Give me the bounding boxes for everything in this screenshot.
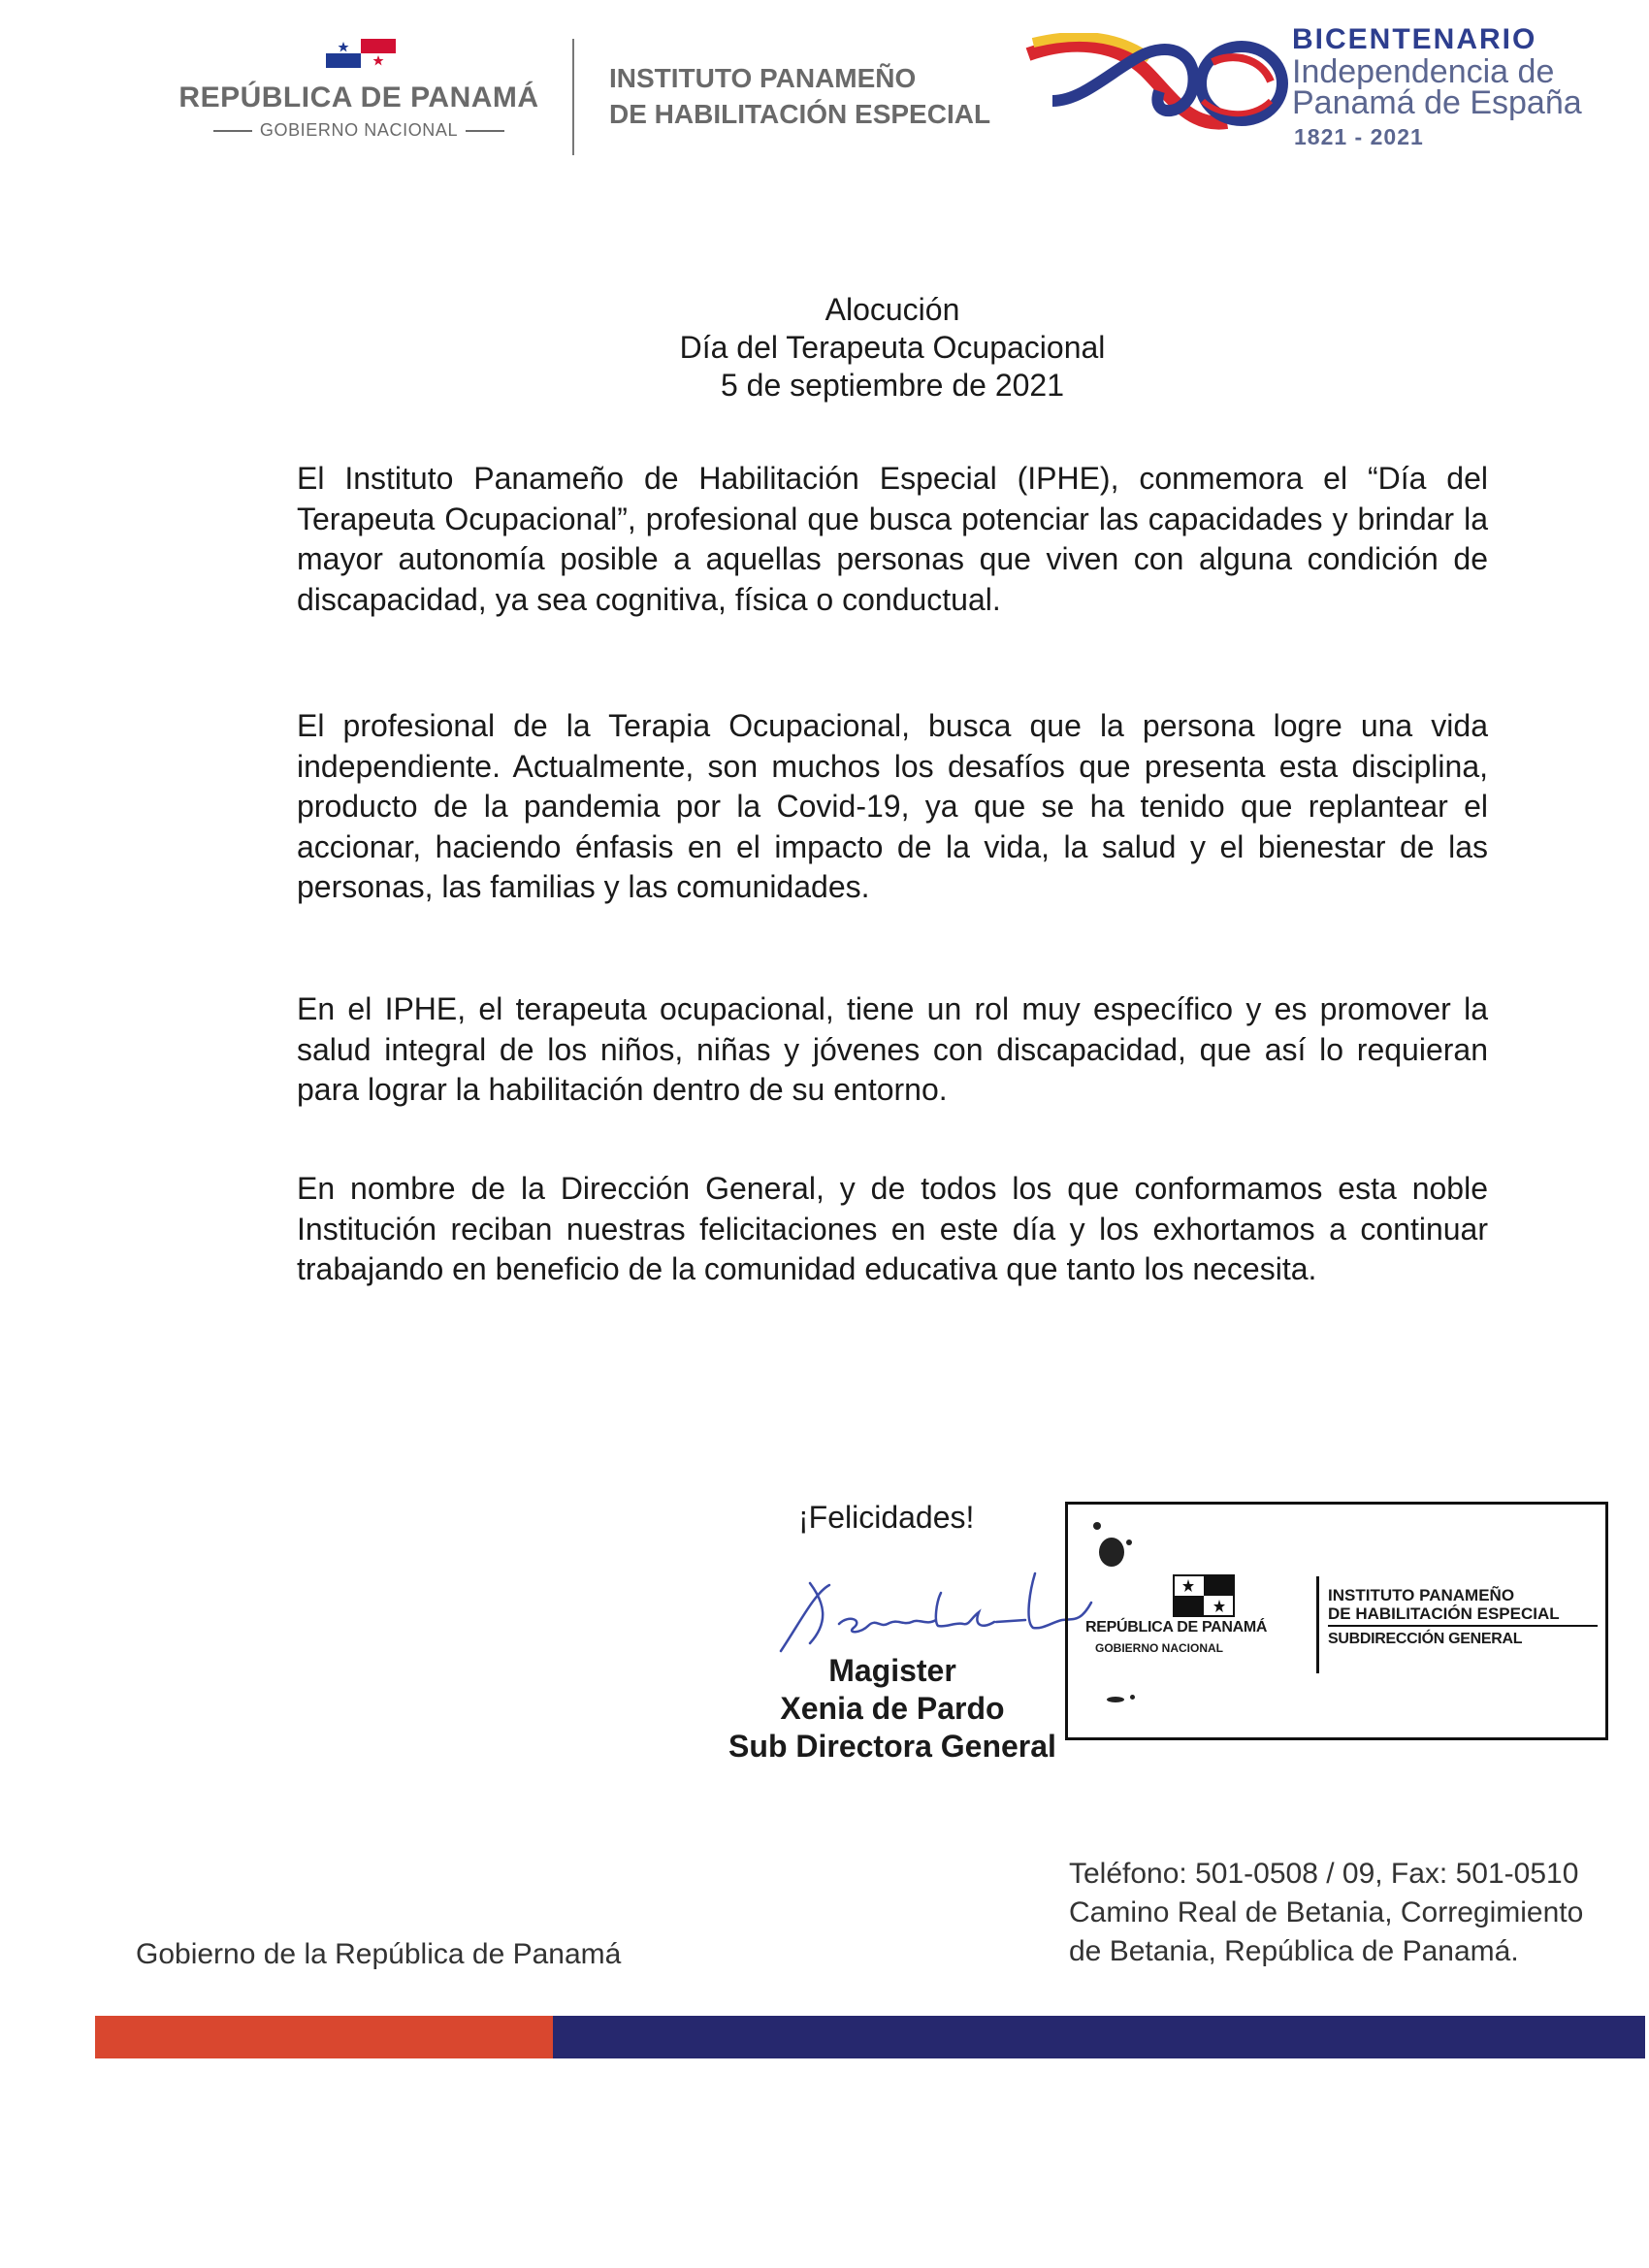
panama-flag-icon xyxy=(326,39,396,68)
footer-address-1: Camino Real de Betania, Corregimiento xyxy=(1069,1896,1584,1928)
title-line-2: Día del Terapeuta Ocupacional xyxy=(679,330,1106,365)
stamp-divider xyxy=(1316,1576,1319,1673)
bicentenario-line-1: Independencia de xyxy=(1292,53,1555,90)
signatory-title: Magister xyxy=(828,1653,956,1688)
stamp-department: SUBDIRECCIÓN GENERAL xyxy=(1328,1631,1523,1647)
footer-government: Gobierno de la República de Panamá xyxy=(136,1938,622,1970)
header-divider xyxy=(572,39,574,155)
title-line-3: 5 de septiembre de 2021 xyxy=(720,368,1065,403)
closing-greeting: ¡Felicidades! xyxy=(798,1500,975,1535)
footer-bar-red xyxy=(95,2016,553,2058)
paragraph-1: El Instituto Panameño de Habilitación Especial (IPHE), conmemora el “Día del Terapeuta Ocupacional”, profesional que busca potenciar las capacidades y brindar la mayor autonomía posible a aquellas personas que viven con alguna condición de discapacidad, ya sea cognitiva, física o conductual. xyxy=(297,461,1488,617)
bicentenario-logo xyxy=(1023,33,1290,142)
bicentenario-years: 1821 - 2021 xyxy=(1294,124,1424,149)
signature-block xyxy=(679,1652,1106,1766)
title-line-1: Alocución xyxy=(824,292,960,327)
footer-phone: Teléfono: 501-0508 / 09, Fax: 501-0510 xyxy=(1069,1858,1579,1890)
institute-name: INSTITUTO PANAMEÑO DE HABILITACIÓN ESPECIAL xyxy=(609,63,991,129)
stamp-government: REPÚBLICA DE PANAMÁ xyxy=(1085,1619,1268,1636)
stamp-flag-icon xyxy=(1173,1574,1235,1617)
paragraph-2: El profesional de la Terapia Ocupacional, busca que la persona logre una vida independiente. Actualmente, son muchos los desafíos que presenta esta disciplina, producto de la pandemia por la Covid-19, ya que se ha tenido que replantear el accionar, haciendo énfasis en el impacto de la vida, la salud y el bienestar de las personas, las familias y las comunidades. xyxy=(297,708,1488,904)
footer-bar-blue xyxy=(553,2016,1645,2058)
paragraph-3: En el IPHE, el terapeuta ocupacional, tiene un rol muy específico y es promover la salud integral de los niños, niñas y jóvenes con discapacidad, que así lo requieran para lograr la habilitación dentro de su entorno. xyxy=(297,991,1488,1107)
bicentenario-line-2: Panamá de España xyxy=(1292,84,1582,121)
paragraph-4: En nombre de la Dirección General, y de todos los que conformamos esta noble Institución reciban nuestras felicitaciones en este día y los exhortamos a continuar trabajando en beneficio de la comunidad educativa que tanto los necesita. xyxy=(297,1171,1488,1286)
stamp-rule xyxy=(1328,1625,1598,1627)
document-title xyxy=(0,291,1649,405)
signatory-position: Sub Directora General xyxy=(728,1729,1056,1764)
stamp-government-subtitle: GOBIERNO NACIONAL xyxy=(1095,1641,1223,1655)
stamp-institute: INSTITUTO PANAMEÑO DE HABILITACIÓN ESPECIAL xyxy=(1328,1586,1560,1623)
footer-address-2: de Betania, República de Panamá. xyxy=(1069,1935,1519,1967)
government-subtitle: GOBIERNO NACIONAL xyxy=(136,120,582,141)
official-stamp xyxy=(1065,1502,1608,1740)
government-title: REPÚBLICA DE PANAMÁ xyxy=(178,81,539,113)
signatory-name: Xenia de Pardo xyxy=(780,1691,1005,1726)
footer-contact xyxy=(1069,1855,1583,1971)
bicentenario-title: BICENTENARIO xyxy=(1292,27,1537,52)
